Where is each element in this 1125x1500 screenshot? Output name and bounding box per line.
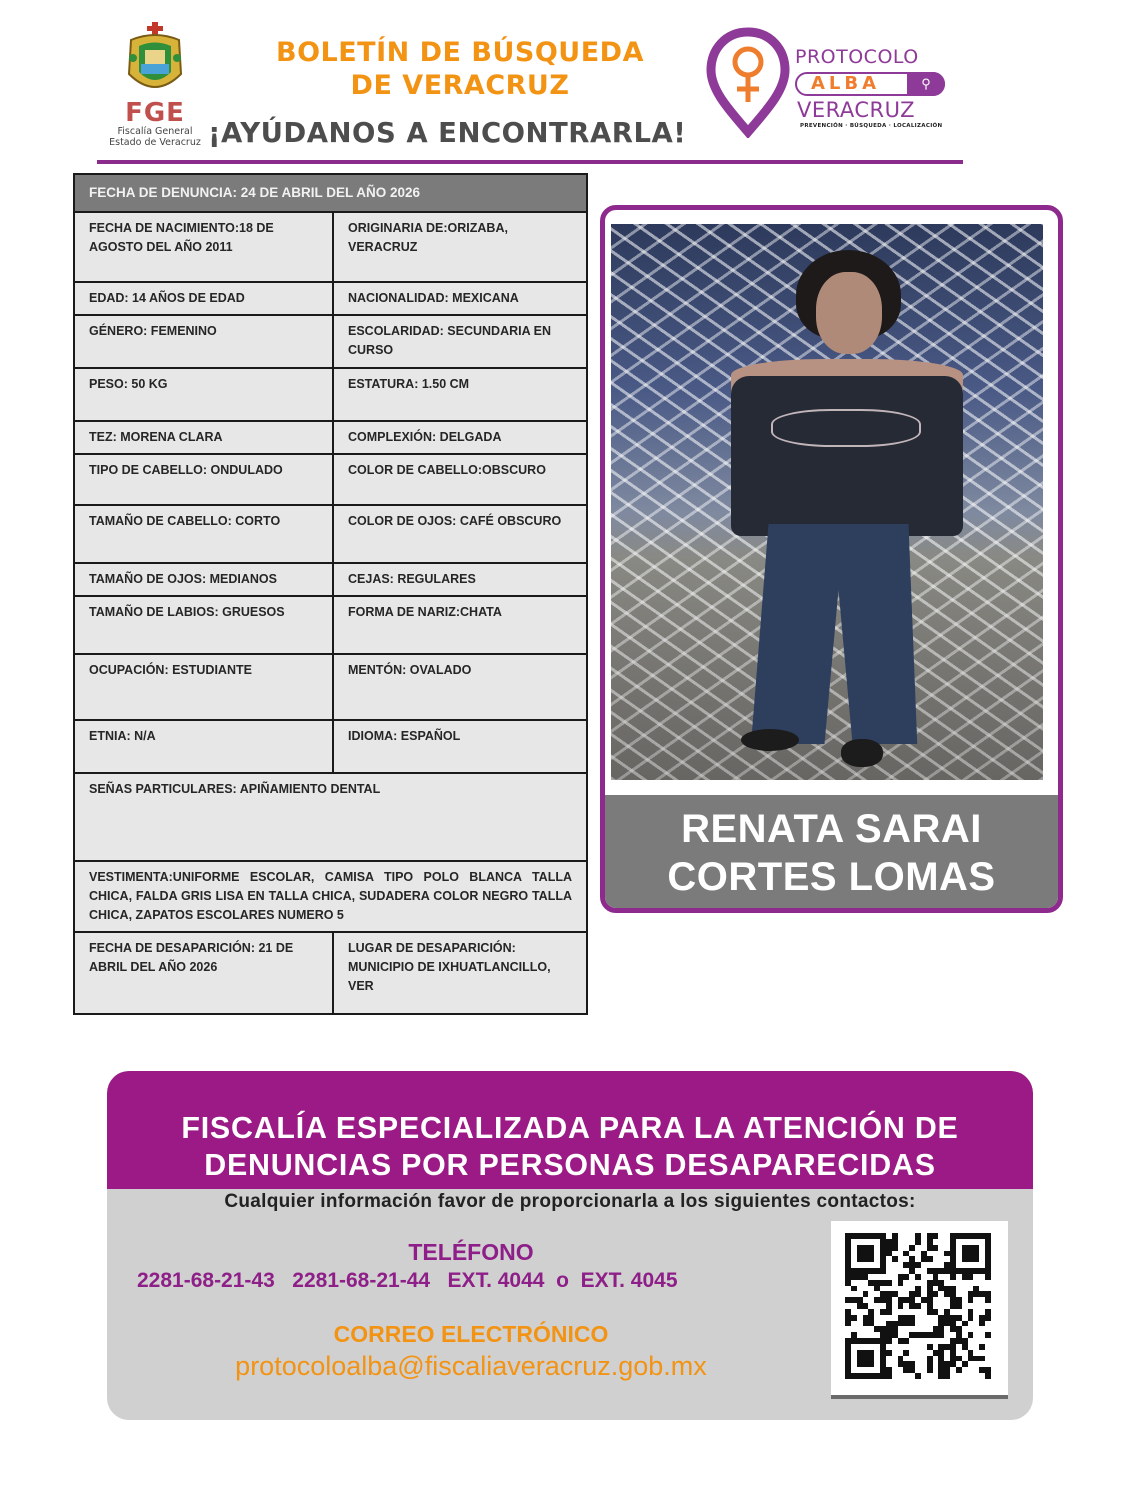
table-row	[75, 314, 586, 367]
birth-date: FECHA DE NACIMIENTO:18 DE AGOSTO DEL AÑO 2011	[89, 221, 274, 254]
alba-protocolo-text: PROTOCOLO	[795, 46, 919, 68]
person-name-line1: RENATA SARAI	[681, 807, 982, 851]
table-row	[75, 860, 586, 931]
photo-sweater-print	[771, 409, 921, 447]
nationality: NACIONALIDAD: MEXICANA	[332, 283, 586, 314]
lip-size: TAMAÑO DE LABIOS: GRUESOS	[89, 605, 285, 619]
alba-tagline: PREVENCIÓN · BÚSQUEDA · LOCALIZACIÓN	[800, 123, 943, 129]
qr-code-icon	[845, 1233, 991, 1379]
table-row	[75, 504, 586, 562]
schooling: ESCOLARIDAD: SECUNDARIA EN CURSO	[332, 316, 586, 367]
disappearance-date: FECHA DE DESAPARICIÓN: 21 DE ABRIL DEL AÑO 2026	[89, 941, 294, 974]
fge-subtitle-line1: Fiscalía General	[117, 126, 193, 137]
table-row	[75, 595, 586, 653]
weight: PESO: 50 KG	[89, 377, 168, 391]
phone-numbers[interactable]: 2281-68-21-43 2281-68-21-44 EXT. 4044 o EXT. 4045	[137, 1269, 678, 1292]
table-row	[75, 281, 586, 314]
table-row	[75, 453, 586, 504]
table-row	[75, 562, 586, 595]
person-name-band	[605, 795, 1058, 913]
skin-tone: TEZ: MORENA CLARA	[89, 430, 223, 444]
bulletin-title-line1: BOLETÍN DE BÚSQUEDA	[276, 37, 644, 68]
email-label: CORREO ELECTRÓNICO	[333, 1321, 609, 1347]
agency-name-line1: FISCALÍA ESPECIALIZADA PARA LA ATENCIÓN DE	[181, 1110, 959, 1145]
person-name-line2: CORTES LOMAS	[667, 855, 996, 899]
agency-name-line2: DENUNCIAS POR PERSONAS DESAPARECIDAS	[204, 1147, 936, 1182]
hair-type: TIPO DE CABELLO: ONDULADO	[89, 463, 283, 477]
distinguishing-marks: SEÑAS PARTICULARES: APIÑAMIENTO DENTAL	[89, 782, 381, 796]
eyebrows: CEJAS: REGULARES	[332, 564, 586, 595]
alba-pill	[795, 72, 945, 96]
location-pin-female-icon	[705, 26, 791, 138]
table-row	[75, 719, 586, 772]
photo-jeans	[751, 524, 926, 744]
person-photo	[611, 224, 1043, 780]
phone-label: TELÉFONO	[408, 1239, 534, 1265]
fge-subtitle-line2: Estado de Veracruz	[109, 137, 201, 148]
veracruz-shield-icon	[123, 22, 187, 100]
search-icon: ⚲	[907, 72, 945, 96]
email-address[interactable]: protocoloalba@fiscaliaveracruz.gob.mx	[235, 1351, 707, 1381]
eye-color: COLOR DE OJOS: CAFÉ OBSCURO	[332, 506, 586, 562]
protocolo-alba-logo	[705, 26, 955, 138]
table-row	[75, 420, 586, 453]
table-row	[75, 367, 586, 420]
chin: MENTÓN: OVALADO	[332, 655, 586, 719]
gender: GÉNERO: FEMENINO	[89, 324, 217, 338]
alba-text: ALBA	[811, 73, 881, 94]
hair-color: COLOR DE CABELLO:OBSCURO	[332, 455, 586, 504]
contact-panel	[107, 1071, 1033, 1420]
table-row	[75, 772, 586, 860]
agency-banner	[107, 1071, 1033, 1189]
alba-veracruz-text: VERACRUZ	[797, 98, 916, 122]
table-row	[75, 931, 586, 1013]
photo-face	[816, 272, 882, 354]
eye-size: TAMAÑO DE OJOS: MEDIANOS	[89, 572, 277, 586]
contact-instructions: Cualquier información favor de proporcionarla a los siguientes contactos:	[224, 1191, 916, 1212]
hair-length: TAMAÑO DE CABELLO: CORTO	[89, 514, 281, 528]
qr-code[interactable]	[831, 1221, 1008, 1395]
header-divider	[97, 160, 963, 164]
report-date-row	[75, 175, 586, 211]
fge-logo	[100, 22, 210, 150]
help-find-her-heading: ¡AYÚDANOS A ENCONTRARLA!	[208, 117, 687, 149]
age: EDAD: 14 AÑOS DE EDAD	[89, 291, 245, 305]
language: IDIOMA: ESPAÑOL	[332, 721, 586, 772]
table-row	[75, 211, 586, 281]
ethnicity: ETNIA: N/A	[89, 729, 156, 743]
bulletin-title	[240, 36, 680, 102]
missing-person-info-table	[73, 173, 588, 1015]
nose-shape: FORMA DE NARIZ:CHATA	[332, 597, 586, 653]
photo-shoe	[841, 739, 883, 767]
origin: ORIGINARIA DE:ORIZABA, VERACRUZ	[332, 213, 586, 281]
bulletin-title-line2: DE VERACRUZ	[350, 70, 570, 101]
clothing: VESTIMENTA:UNIFORME ESCOLAR, CAMISA TIPO POLO BLANCA TALLA CHICA, FALDA GRIS LISA EN TALLA CHICA, SUDADERA COLOR NEGRO TALLA CHICA, ZAPATOS ESCOLARES NUMERO 5	[89, 870, 572, 922]
table-row	[75, 653, 586, 719]
build: COMPLEXIÓN: DELGADA	[332, 422, 586, 453]
photo-sweater	[731, 376, 963, 536]
fge-acronym: FGE	[125, 98, 185, 128]
disappearance-place: LUGAR DE DESAPARICIÓN: MUNICIPIO DE IXHUATLANCILLO, VER	[332, 933, 586, 1013]
report-date: FECHA DE DENUNCIA: 24 DE ABRIL DEL AÑO 2026	[89, 185, 421, 200]
occupation: OCUPACIÓN: ESTUDIANTE	[89, 663, 252, 677]
height: ESTATURA: 1.50 CM	[332, 369, 586, 420]
person-photo-card	[600, 205, 1063, 913]
photo-shoe	[741, 729, 799, 751]
